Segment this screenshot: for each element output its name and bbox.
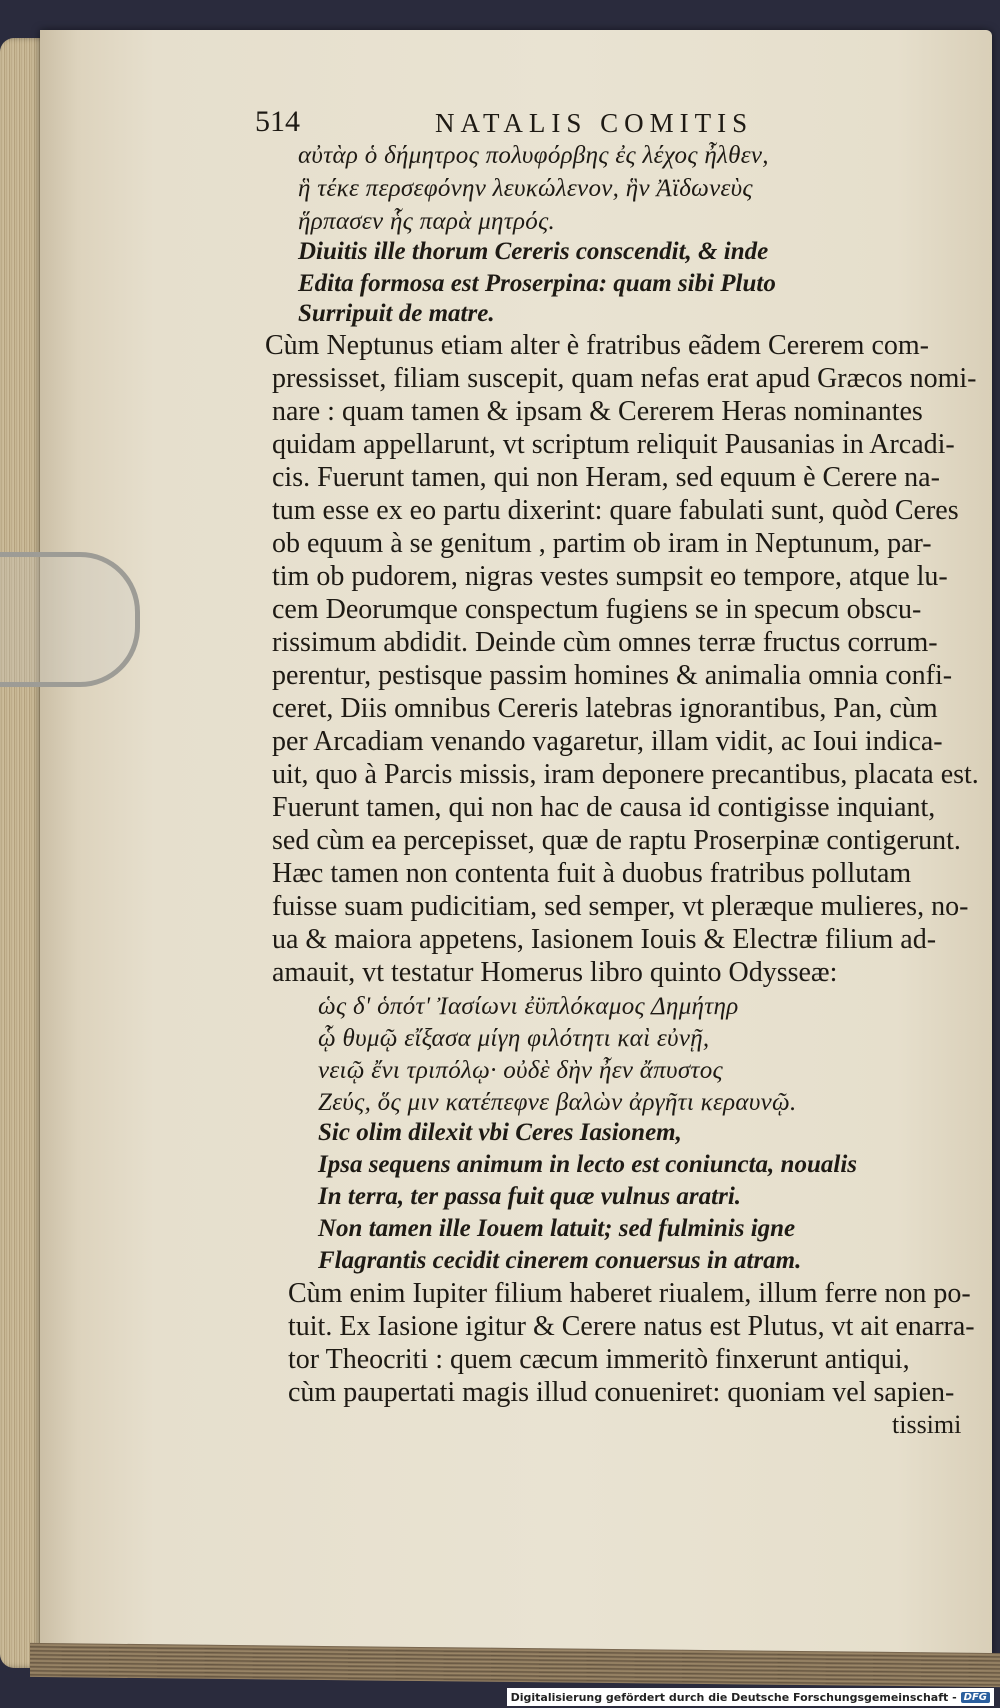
body-line: tim ob pudorem, nigras vestes sumpsit eo tempore, atque lu- — [272, 561, 948, 592]
body-line: quidam appellarunt, vt scriptum reliquit Pausanias in Arcadi- — [272, 429, 955, 460]
body-line: uit, quo à Parcis missis, iram deponere precantibus, placata est. — [272, 759, 979, 790]
body-line: Cùm Neptunus etiam alter è fratribus eãdem Cererem com- — [265, 330, 929, 361]
body-line: perentur, pestisque passim homines & animalia omnia confi- — [272, 660, 953, 691]
body-line: amauit, vt testatur Homerus libro quinto Odysseæ: — [272, 957, 838, 988]
body-line: Hæc tamen non contenta fuit à duobus fratribus pollutam — [272, 858, 912, 889]
latin-verse-line: In terra, ter passa fuit quæ vulnus aratri. — [318, 1183, 742, 1210]
body-line: ob equum à se genitum , partim ob iram in Neptunum, par- — [272, 528, 932, 559]
greek-line: νειῷ ἔνι τριπόλῳ· οὐδὲ δὴν ἦεν ἄπυστος — [318, 1057, 723, 1084]
body-line: tuit. Ex Iasione igitur & Cerere natus est Plutus, vt ait enarra- — [288, 1311, 975, 1342]
latin-verse-line: Sic olim dilexit vbi Ceres Iasionem, — [318, 1119, 682, 1146]
greek-line: ἥρπασεν ἧς παρὰ μητρός. — [298, 208, 556, 235]
credit-text: Digitalisierung gefördert durch die Deutsche Forschungsgemeinschaft - — [510, 1690, 957, 1704]
body-line: fuisse suam pudicitiam, sed semper, vt pleræque mulieres, no- — [272, 891, 969, 922]
body-line: nare : quam tamen & ipsam & Cererem Heras nominantes — [272, 396, 923, 427]
greek-line: αὐτὰρ ὁ δήμητρος πολυφόρβης ἐς λέχος ἦλθεν, — [298, 142, 769, 169]
body-line: ua & maiora appetens, Iasionem Iouis & Electræ filium ad- — [272, 924, 937, 955]
catchword: tissimi — [892, 1410, 962, 1439]
body-line: cis. Fuerunt tamen, qui non Heram, sed equum è Cerere na- — [272, 462, 940, 493]
body-line: tum esse ex eo partu dixerint: quare fabulati sunt, quòd Ceres — [272, 495, 959, 526]
greek-line: ὡς δ' ὁπότ' Ἰασίωνι ἐϋπλόκαμος Δημήτηρ — [318, 993, 739, 1020]
latin-verse-line: Surripuit de matre. — [298, 300, 495, 327]
latin-verse-line: Edita formosa est Proserpina: quam sibi Pluto — [298, 270, 776, 297]
running-title: NATALIS COMITIS — [435, 108, 754, 138]
body-line: rissimum abdidit. Deinde cùm omnes terræ fructus corrum- — [272, 627, 938, 658]
page-number: 514 — [255, 105, 300, 138]
body-line: Cùm enim Iupiter filium haberet riualem, illum ferre non po- — [288, 1278, 971, 1309]
body-line: per Arcadiam venando vagaretur, illam vidit, ac Ioui indica- — [272, 726, 943, 757]
body-line: tor Theocriti : quem cæcum immeritò finxerunt antiqui, — [288, 1344, 910, 1375]
latin-verse-line: Flagrantis cecidit cinerem conuersus in atram. — [318, 1247, 802, 1274]
body-line: pressisset, filiam suscepit, quam nefas erat apud Græcos nomi- — [272, 363, 977, 394]
digitization-credit — [507, 1688, 994, 1706]
body-line: ceret, Diis omnibus Cereris latebras ignorantibus, Pan, cùm — [272, 693, 938, 724]
latin-verse-line: Ipsa sequens animum in lecto est coniuncta, noualis — [318, 1151, 857, 1178]
dfg-logo: DFG — [961, 1692, 990, 1703]
latin-verse-line: Diuitis ille thorum Cereris conscendit, & inde — [298, 238, 769, 265]
body-line: cùm paupertati magis illud conueniret: quoniam vel sapien- — [288, 1377, 955, 1408]
body-line: Fuerunt tamen, qui non hac de causa id contigisse inquiant, — [272, 792, 936, 823]
greek-line: ᾧ θυμῷ εἴξασα μίγη φιλότητι καὶ εὐνῇ, — [318, 1025, 710, 1052]
body-line: cem Deorumque conspectum fugiens se in specum obscu- — [272, 594, 922, 625]
latin-verse-line: Non tamen ille Iouem latuit; sed fulminis igne — [318, 1215, 796, 1242]
greek-line: Ζεύς, ὅς μιν κατέπεφνε βαλὼν ἀργῆτι κεραυνῷ. — [318, 1089, 797, 1116]
greek-line: ἣ τέκε περσεφόνην λευκώλενον, ἣν Ἀϊδωνεὺς — [298, 175, 753, 202]
body-line: sed cùm ea percepisset, quæ de raptu Proserpinæ contigerunt. — [272, 825, 961, 856]
